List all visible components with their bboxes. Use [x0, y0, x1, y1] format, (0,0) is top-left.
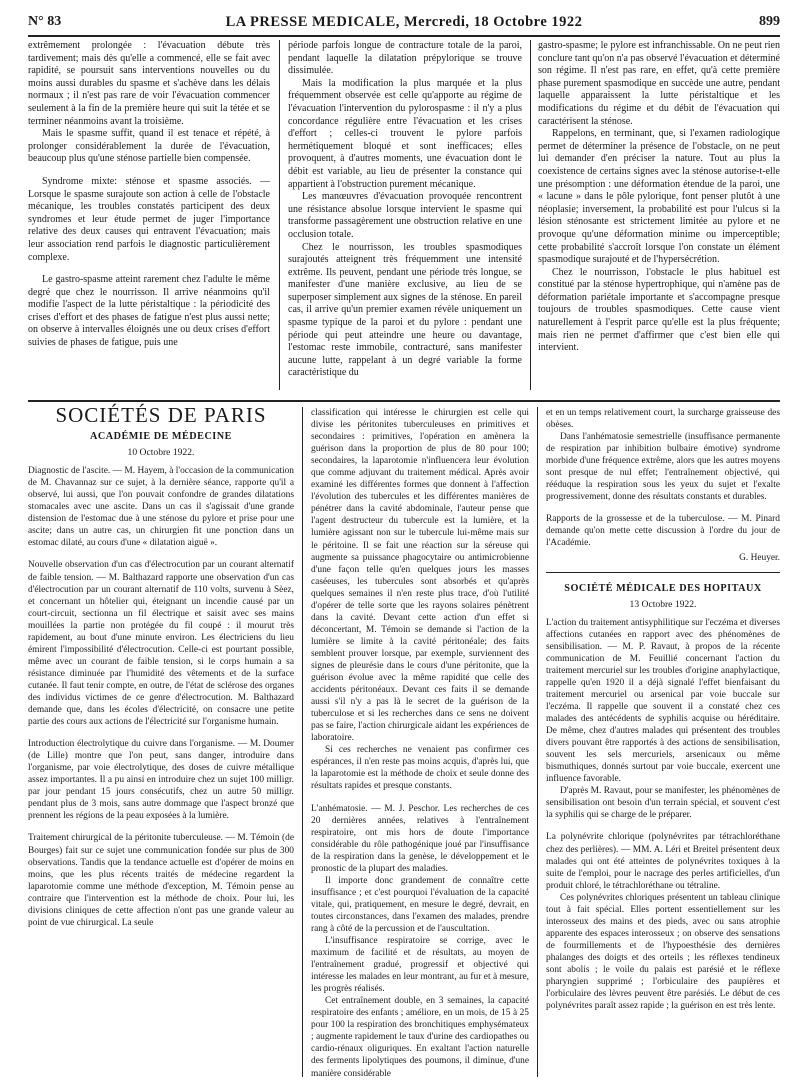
paragraph: et en un temps relativement court, la surcharge graisseuse des obèses. — [546, 408, 780, 431]
paragraph: D'après M. Ravaut, pour se manifester, les phénomènes de sensibilisation ont besoin d'un terrain spécial, et souvent c'est la syphilis qui se charge de le préparer. — [546, 786, 780, 821]
paragraph: La polynévrite chlorique (polynévrites par tétrachloréthane chez des perlières). — MM. A. Léri et Breitel présentent deux malades qui ont été atteintes de polynévrites toxiques à la suite de l'emploi, pour le nacrage des perles artificielles, d'un produit chloré, le tétrachloréthane ou tétraline. — [546, 832, 780, 891]
societies-banner: SOCIÉTÉS DE PARIS — [55, 403, 267, 427]
paragraph: Chez le nourrisson, les troubles spasmodiques surajoutés atteignent très fréquemment une intensité extrême. Ils peuvent, pendant une période très longue, se manifester d'une manière exclusive, au lieu de se superposer simplement aux signes de la sténose. En pareil cas, il arrive qu'un premier examen révèle uniquement un spasme typique de la paroi et du pylore : pendant une période qui peut atteindre une heure ou davantage, l'estomac reste immobile, contracturé, sans manifester aucune lutte, rappelant à un degré variable la forme caractéristique du — [288, 241, 522, 379]
academy-signature: G. Heuyer. — [739, 552, 780, 563]
subsection-rule — [546, 572, 780, 573]
top-column-3 — [538, 40, 780, 355]
hopitaux-reports — [546, 617, 780, 1013]
page-number-right: 899 — [759, 14, 780, 29]
paragraph: Mais le spasme suffit, quand il est tenace et répété, à prolonger considérablement la durée de l'évacuation, beaucoup plus qu'une sténose partielle bien compensée. — [28, 128, 270, 165]
column-divider — [537, 407, 538, 1077]
paragraph: Nouvelle observation d'un cas d'électrocution par un courant alternatif de faible tension. — M. Balthazard rapporte une observation d'un cas d'électrocution par un courant alternatif de 110 volts, survenu à Sèez, et concernant un hôtelier qui, éteignant un incendie causé par un court-circuit, sectionna un fil électrique et saisit avec ses mains mouillées la partie non protégée du fil coupé : il mourut très rapidement, au bout d'une minute environ. Les électriciens du lieu émirent l'impossibilité d'électrocution. Celle-ci est pourtant possible, même avec un courant de faible tension, si le corps humain a sa résistance diminuée par l'humidité des vêtements et de la surface cutanée. Il faut tenir compte, en outre, de l'état de sclérose des organes des individus victimes de ce genre d'électrocution. M. Balthazard demande que, dans les écoles d'électricité, on consacre une petite partie des cours aux actions de l'électricité sur l'organisme humain. — [28, 560, 294, 728]
bottom-column-3 — [546, 407, 780, 1012]
paragraph: période parfois longue de contracture totale de la paroi, pendant laquelle la dilatation prépylorique se trouve dissimulée. — [288, 40, 522, 77]
page-header — [28, 10, 780, 34]
paragraph: Ces polynévrites chloriques présentent un tableau clinique tout à fait spécial. Elles portent essentiellement sur les interosseux des mains et des pieds, avec ou sans atrophie apparente des espaces interosseux ; on observe des sensations de fourmillements et de l'hypoesthésie des dernières phalanges des doigts et des orteils ; les réflexes tendineux sont abolis ; le voile du palais est parésié et le réflexe pharyngien supprimé ; l'orbiculaire des paupières et l'orbiculaire des lèvres peuvent être parésiés. Le début de ces polynévrites paraît assez rapide ; la guérison en est très lente. — [546, 892, 780, 1012]
header-rule — [28, 35, 780, 37]
bottom-column-1 — [28, 403, 294, 929]
paragraph: Rappelons, en terminant, que, si l'examen radiologique permet de déterminer la présence de l'obstacle, on ne peut lui demander d'en préciser la nature. Tout au plus la coexistence de certains signes avec la sténose autorise-t-elle une présomption : une déformation étendue de la paroi, une « lacune » dans le pôle pylorique, font penser plutôt à une néoplasie; inversement, la probabilité est pour l'ulcus si la lésion sténosante est strictement limitée au pylore et ne provoque qu'une déformation minime ou imperceptible; cette probabilité s'accroît lorsque l'on constate un élément spasmodique surajouté et de l'hypersécrétion. — [538, 128, 780, 266]
paragraph: Mais la modification la plus marquée et la plus fréquemment observée est celle qu'apporte au régime de l'évacuation l'intervention du pylorospasme : il n'y a plus concordance régulière entre l'évacuation et les crises d'effort ; celles-ci trouvent le pylore parfois hermétiquement bloqué et sont inefficaces; elles provoquent, à d'autres moments, une évacuation dont le débit est variable, au lieu de présenter la constance qui appartient à l'obstruction purement mécanique. — [288, 77, 522, 190]
journal-title: LA PRESSE MEDICALE, Mercredi, 18 Octobre 1922 — [225, 14, 583, 30]
paragraph: Les manœuvres d'évacuation provoquée rencontrent une résistance absolue lorsque intervient le spasme qui transforme passagèrement une obstruction relative en une occlusion totale. — [288, 191, 522, 240]
paragraph: Dans l'anhématosie semestrielle (insuffisance permanente de respiration par inhibition bulbaire émotive) syndrome morbide d'une fréquence extrême, alors que les autres moyens sont presque de nul effet; l'entraînement objectivé, qui rééduque la respiration sous les yeux du sujet et l'exalte progressivement, donne des résultats constants et durables. — [546, 432, 780, 503]
paragraph: L'action du traitement antisyphilitique sur l'eczéma et diverses affections cutanées en rapport avec des phénomènes de sensibilisation. — M. P. Ravaut, à propos de la récente communication de M. Feuillié concernant l'action du traitement mercuriel sur les troubles d'origine anaphylactique, rappelle qu'en 1920 il a déjà signalé l'effet bienfaisant du traitement mercuriel ou arsenical par voie buccale sur l'eczéma. Il rappelle que souvent il a constaté chez ces malades des antécédents de syphilis acquise ou héréditaire. De même, chez d'autres malades qui présentent des troubles divers pouvant être rapportés à des actions de sensibilisation, souvent les sels mercuriels, arsenicaux ou même bismuthiques, donnés surtout par voie buccale, exercent une influence favorable. — [546, 617, 780, 785]
hopitaux-date: 13 Octobre 1922. — [629, 598, 697, 610]
paragraph: Chez le nourrisson, l'obstacle le plus habituel est constitué par la sténose hypertrophique, qui n'amène pas de déformation pariétale importante et s'accompagne presque toujours de troubles spasmodiques. Cette cause vient naturellement à l'esprit parce qu'elle est la plus fréquente; mais rien ne permet d'affirmer que c'est bien elle qui intervient. — [538, 266, 780, 354]
paragraph: Traitement chirurgical de la péritonite tuberculeuse. — M. Témoin (de Bourges) fait sur ce sujet une communication fondée sur plus de 300 observations. Tandis que la tendance actuelle est d'opérer de moins en moins, que les plus récents traités de médecine regardent la laparotomie comme une méthode d'exception, M. Témoin pense au contraire que l'intervention est la méthode de choix. Pour lui, les divisions cliniques de cette affection n'ont pas une grande valeur au point de vue chirurgical. La seule — [28, 833, 294, 928]
paragraph: L'insuffisance respiratoire se corrige, avec le maximum de facilité et de résultats, au moyen de l'entraînement gradué, progressif et objectivé qui intéresse les malades en leur montrant, au fur et à mesure, les progrès réalisés. — [311, 936, 529, 995]
paragraph: Diagnostic de l'ascite. — M. Hayem, à l'occasion de la communication de M. Chavannaz sur ce sujet, à la dernière séance, rapporte qu'il a observé, lui aussi, que l'on pouvait confondre de grandes dilatations stomacales avec une ascite. Dans un cas il s'agissait d'une grande distension de l'estomac due à une sténose du pylore et prise pour une ascite; dans un autre cas, un chirurgien fit une ponction dans un estomac dilaté, au cours d'une « dilatation aiguë ». — [28, 466, 294, 549]
paragraph: Le gastro-spasme atteint rarement chez l'adulte le même degré que chez le nourrisson. Il arrive néanmoins qu'il modifie l'aspect de la lutte péristaltique : la périodicité des crises d'effort et des phases de fatigue n'est plus aussi nette; on observe à intervalles éloignés une ou deux crises d'effort suivies de phases de fatigue, puis une — [28, 274, 270, 349]
column-divider — [302, 407, 303, 1077]
academy-reports-1 — [28, 465, 294, 929]
academy-reports-3 — [546, 407, 780, 550]
paragraph: Introduction électrolytique du cuivre dans l'organisme. — M. Doumer (de Lille) montre que l'on peut, sans danger, introduire dans l'organisme, par voie électrolytique, des doses de cuivre métallique assez importantes. Il a pu ainsi en introduire chez un sujet 100 milligr. par jour pendant 15 jours consécutifs, chez un autre 50 milligr. pendant plus de 3 mois, sans autre dommage que l'aspect bronzé que prennent les régions de la peau exposées à la lumière. — [28, 739, 294, 822]
academy-date: 10 Octobre 1922. — [127, 447, 195, 459]
column-divider — [279, 40, 280, 390]
paragraph: L'anhématosie. — M. J. Peschor. Les recherches de ces 20 dernières années, relatives à l'entraînement respiratoire, ont mis hors de doute l'importance considérable du rôle pathogénique joué par l'insuffisance de la respiration dans la genèse, le développement et le pronostic de la plupart des maladies. — [311, 803, 529, 874]
hopitaux-title: SOCIÉTÉ MÉDICALE DES HOPITAUX — [564, 582, 762, 594]
paragraph: extrêmement prolongée : l'évacuation débute très tardivement; mais dès qu'elle a commencé, elle se fait avec rapidité, se poursuit sans interventions nouvelles ou du moins aussi durables du spasme et s'achève dans les délais normaux ; il n'est pas rare de voir l'évacuation commencer seulement à la fin de la première heure qui suit la tétée et se terminer néanmoins avant la troisième. — [28, 40, 270, 127]
top-column-1 — [28, 40, 270, 350]
paragraph: Si ces recherches ne venaient pas confirmer ces espérances, il n'en reste pas moins acquis, d'après lui, que la laparotomie est la méthode de choix et seule donne des résultats rapides et presque constants. — [311, 745, 529, 792]
top-column-2 — [288, 40, 522, 380]
paragraph: Il importe donc grandement de connaître cette insuffisance ; et c'est pourquoi l'évaluation de la capacité vitale, qui, pratiquement, en mesure le degré, devrait, en toutes circonstances, dans l'examen des malades, prendre rang à côté de la percussion et de l'auscultation. — [311, 875, 529, 934]
column-divider — [530, 40, 531, 390]
page-number-left: N° 83 — [28, 14, 62, 29]
paragraph: Syndrome mixte: sténose et spasme associés. — Lorsque le spasme surajoute son action à celle de l'obstacle mécanique, les troubles constatés participent des deux syndromes et leur étude permet de juger l'importance relative des deux causes qui entravent l'évacuation; mais leur association rend parfois le diagnostic particulièrement complexe. — [28, 175, 270, 263]
paragraph: classification qui intéresse le chirurgien est celle qui divise les péritonites tuberculeuses en primitives et secondaires : primitives, l'opération en amènera la guérison dans la proportion de plus de 80 pour 100; secondaires, la laparotomie n'influencera leur évolution que comme adjuvant du traitement médical. Après avoir examiné les différentes formes que donnent à l'affection l'évolution des tubercules et les différentes manières de pénétrer dans la cavité abdominale, l'auteur pense que l'agent destructeur du tubercule est la lumière, et la lumière agissant non sur le tubercule lui-même mais sur le péritoine. Il se fait une réaction sur la séreuse qui augmente sa puissance phagocytaire ou antimicrobienne d'une façon telle qu'en quelques jours les masses caséeuses, les tubercules sont absorbés et qu'après quelques semaines il n'en reste plus trace, d'où l'utilité d'opérer de telle sorte que les rayons solaires pénètrent dans la cavité. Devant cette action d'un effet si déconcertant, M. Témoin se demande si l'action de la lumière se limite à la cavité péritonéale; des faits semblent prouver lorsque, par exemple, surviennent des signes de pleurésie dans le cours d'une péritonite, que la guérison évolue avec la même rapidité que celle des accidents péritonéaux. Devant ces faits il se demande aussi s'il n'y a pas là le secret de la guérison de la tuberculose et si les recherches dans ce sens ne doivent pas se faire, l'action chirurgicale aidant les expériences de laboratoire. — [311, 408, 529, 744]
academy-title: ACADÉMIE DE MÉDECINE — [90, 431, 232, 443]
bottom-column-2 — [311, 407, 529, 1080]
paragraph: Cet entraînement double, en 3 semaines, la capacité respiratoire des enfants ; améliore, en un mois, de 15 à 25 pour 100 la respiration des bronchitiques emphysémateux ; augmente rapidement le taux d'urine des cardiopathes ou cardio-rénaux oliguriques. En exaltant l'action naturelle des ferments lipolytiques des poumons, il diminue, d'une manière considérable — [311, 996, 529, 1079]
paragraph: gastro-spasme; le pylore est infranchissable. On ne peut rien conclure tant qu'on n'a pas observé l'évacuation et déterminé son régime. Il n'est pas rare, en effet, qu'à cette première phase purement spasmodique en succède une autre, pendant laquelle apparaissent la lutte péristaltique et les modifications du régime et du débit de l'évacuation qui caractérisent la sténose. — [538, 40, 780, 127]
section-rule — [28, 400, 780, 402]
paragraph: Rapports de la grossesse et de la tuberculose. — M. Pinard demande qu'on mette cette discussion à l'ordre du jour de l'Académie. — [546, 514, 780, 549]
